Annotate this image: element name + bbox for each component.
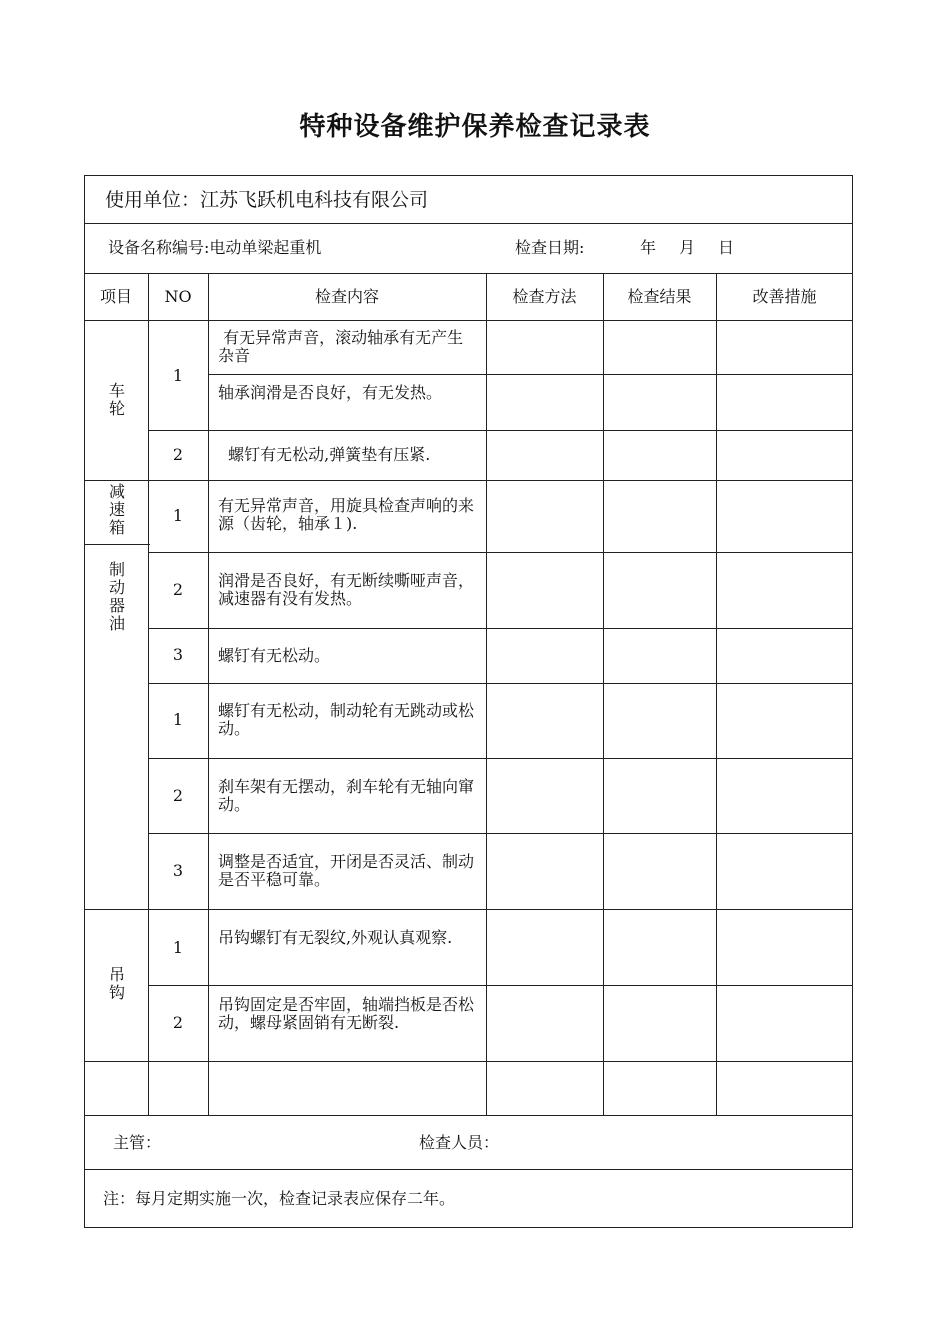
- header-result: 检查结果: [627, 287, 692, 306]
- row-divider: [149, 628, 853, 629]
- row-divider: [84, 320, 853, 321]
- supervisor-label: 主管：: [113, 1133, 162, 1152]
- row-content: 调整是否适宜，开闭是否灵活、制动是否平稳可靠。: [218, 852, 475, 889]
- row-divider: [84, 273, 853, 274]
- row-no: 1: [172, 710, 184, 729]
- row-no: 3: [172, 861, 184, 880]
- row-content: 刹车架有无摆动，刹车轮有无轴向窜动。: [218, 777, 475, 814]
- header-method: 检查方法: [512, 287, 577, 306]
- row-divider: [84, 1061, 853, 1062]
- row-content: 螺钉有无松动。: [218, 646, 331, 665]
- group-wheel: 车轮: [108, 381, 125, 418]
- column-divider: [486, 273, 487, 1115]
- column-divider: [603, 273, 604, 1115]
- row-content: 吊钩固定是否牢固，轴端挡板是否松动，螺母紧固销有无断裂.: [218, 995, 475, 1032]
- row-divider: [84, 480, 853, 481]
- check-date-label: 检查日期:: [515, 238, 585, 257]
- row-divider: [149, 552, 853, 553]
- column-divider: [716, 273, 717, 1115]
- row-divider: [84, 909, 853, 910]
- row-divider: [84, 544, 150, 545]
- row-content: 吊钩螺钉有无裂纹,外观认真观察.: [218, 928, 453, 947]
- row-no: 2: [172, 580, 184, 599]
- date-year: 年: [640, 238, 657, 257]
- page-title: 特种设备维护保养检查记录表: [299, 112, 651, 142]
- row-divider: [208, 374, 853, 375]
- row-content: 轴承润滑是否良好，有无发热。: [218, 383, 443, 402]
- header-item: 项目: [99, 287, 132, 306]
- row-divider: [149, 683, 853, 684]
- column-divider: [148, 273, 149, 1115]
- row-divider: [84, 1169, 853, 1170]
- row-no: 2: [172, 445, 184, 464]
- column-divider: [208, 273, 209, 1115]
- date-day: 日: [718, 238, 735, 257]
- row-no: 1: [172, 938, 184, 957]
- header-improve: 改善措施: [752, 287, 817, 306]
- row-divider: [84, 223, 853, 224]
- note-text: 注：每月定期实施一次，检查记录表应保存二年。: [103, 1189, 456, 1208]
- header-no: NO: [164, 287, 192, 306]
- equipment-name: 设备名称编号:电动单梁起重机: [108, 238, 322, 257]
- row-content: 螺钉有无松动，制动轮有无跳动或松动。: [218, 701, 475, 738]
- date-month: 月: [679, 238, 696, 257]
- row-no: 1: [172, 366, 184, 385]
- inspector-label: 检查人员：: [419, 1133, 500, 1152]
- header-content: 检查内容: [314, 287, 379, 306]
- row-no: 2: [172, 1013, 184, 1032]
- group-reducer: 减速箱: [108, 482, 125, 537]
- row-no: 2: [172, 786, 184, 805]
- row-content: 螺钉有无松动,弹簧垫有压紧.: [218, 445, 431, 464]
- group-hook: 吊钩: [108, 965, 125, 1002]
- group-brake: 制动器油: [108, 560, 125, 633]
- row-divider: [149, 430, 853, 431]
- row-divider: [149, 985, 853, 986]
- row-content: 有无异常声音，用旋具检查声响的来源（齿轮，轴承１).: [218, 496, 475, 533]
- using-unit: 使用单位：江苏飞跃机电科技有限公司: [105, 189, 429, 211]
- row-divider: [84, 1115, 853, 1116]
- row-content: 有无异常声音，滚动轴承有无产生杂音: [218, 328, 464, 365]
- row-divider: [149, 833, 853, 834]
- row-divider: [149, 758, 853, 759]
- row-content: 润滑是否良好，有无断续嘶哑声音，减速器有没有发热。: [218, 571, 475, 608]
- row-no: 3: [172, 645, 184, 664]
- row-no: 1: [172, 506, 184, 525]
